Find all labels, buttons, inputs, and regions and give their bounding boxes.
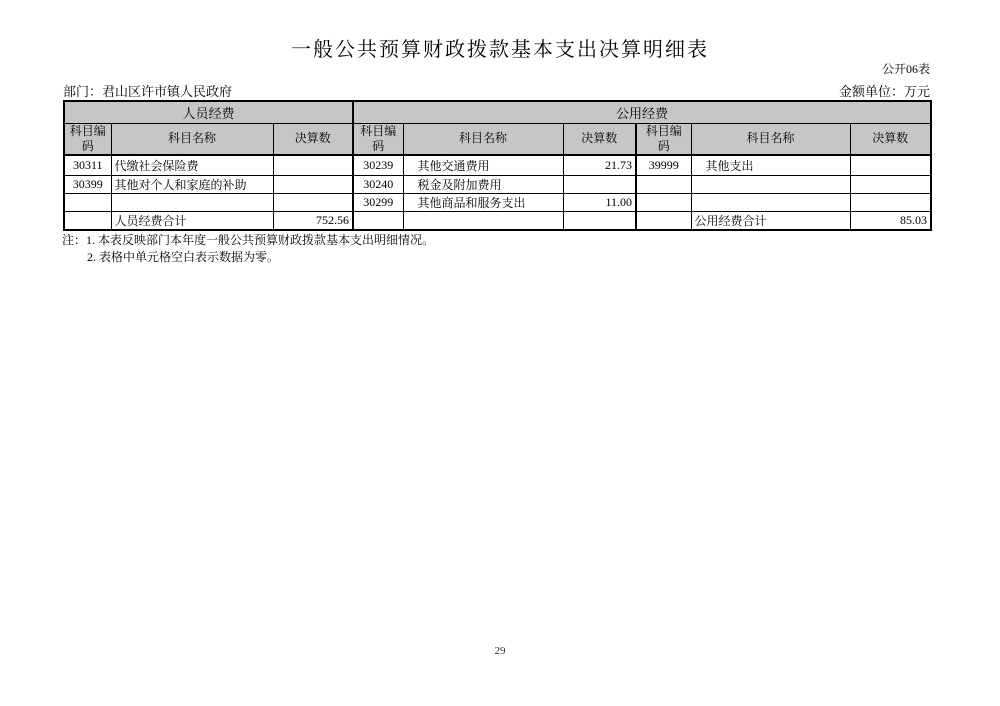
table-row <box>64 155 931 175</box>
department-label: 部门：君山区许市镇人民政府 <box>63 84 233 99</box>
col-header-subject-name: 科目名称 <box>691 123 850 155</box>
cell-code <box>636 175 691 193</box>
table-row <box>64 175 931 193</box>
note-text-2: 2. 表格中单元格空白表示数据为零。 <box>87 250 280 264</box>
personnel-total-value: 752.56 <box>273 211 353 230</box>
column-header-row <box>64 123 931 155</box>
public-total-label: 公用经费合计 <box>691 211 850 230</box>
cell-code: 30240 <box>353 175 403 193</box>
cell-name: 其他对个人和家庭的补助 <box>111 175 273 193</box>
cell-code <box>64 211 111 230</box>
cell-value <box>850 175 931 193</box>
group-header-row <box>64 101 931 123</box>
public-total-value: 85.03 <box>850 211 931 230</box>
cell-code: 30239 <box>353 155 403 175</box>
cell-value <box>850 155 931 175</box>
note-line-2 <box>62 249 434 266</box>
cell-code <box>64 193 111 211</box>
col-header-subject-code: 科目编码 <box>64 123 111 155</box>
group-header-public-funds: 公用经费 <box>353 101 931 123</box>
cell-name <box>403 211 563 230</box>
total-row <box>64 211 931 230</box>
table-row <box>64 193 931 211</box>
unit-label: 金额单位：万元 <box>838 84 930 99</box>
col-header-subject-name: 科目名称 <box>111 123 273 155</box>
note-text-1: 1. 本表反映部门本年度一般公共预算财政拨款基本支出明细情况。 <box>86 233 435 247</box>
cell-code <box>636 211 691 230</box>
col-header-subject-code: 科目编码 <box>353 123 403 155</box>
cell-value <box>563 175 636 193</box>
col-header-final-amount: 决算数 <box>563 123 636 155</box>
cell-name <box>111 193 273 211</box>
cell-code: 30311 <box>64 155 111 175</box>
cell-name: 代缴社会保险费 <box>111 155 273 175</box>
cell-value <box>273 193 353 211</box>
basic-expenditure-table <box>63 100 932 231</box>
col-header-final-amount: 决算数 <box>273 123 353 155</box>
cell-code: 30399 <box>64 175 111 193</box>
personnel-total-label: 人员经费合计 <box>111 211 273 230</box>
cell-value <box>273 155 353 175</box>
cell-name: 其他支出 <box>691 155 850 175</box>
cell-code <box>353 211 403 230</box>
col-header-final-amount: 决算数 <box>850 123 931 155</box>
page-number: 29 <box>494 645 506 657</box>
cell-value <box>273 175 353 193</box>
cell-value: 11.00 <box>563 193 636 211</box>
cell-code: 39999 <box>636 155 691 175</box>
col-header-subject-code: 科目编码 <box>636 123 691 155</box>
cell-value: 21.73 <box>563 155 636 175</box>
page-title: 一般公共预算财政拨款基本支出决算明细表 <box>291 39 709 61</box>
cell-value <box>563 211 636 230</box>
note-prefix: 注： <box>62 233 87 247</box>
group-header-personnel-funds: 人员经费 <box>64 101 353 123</box>
cell-code: 30299 <box>353 193 403 211</box>
col-header-subject-name: 科目名称 <box>403 123 563 155</box>
cell-name: 其他交通费用 <box>403 155 563 175</box>
cell-value <box>850 193 931 211</box>
notes <box>62 232 434 266</box>
cell-name <box>691 193 850 211</box>
cell-name <box>691 175 850 193</box>
cell-name: 税金及附加费用 <box>403 175 563 193</box>
table-code-label: 公开06表 <box>881 62 930 76</box>
note-line-1 <box>62 232 434 249</box>
cell-name: 其他商品和服务支出 <box>403 193 563 211</box>
cell-code <box>636 193 691 211</box>
meta-row <box>63 81 930 100</box>
